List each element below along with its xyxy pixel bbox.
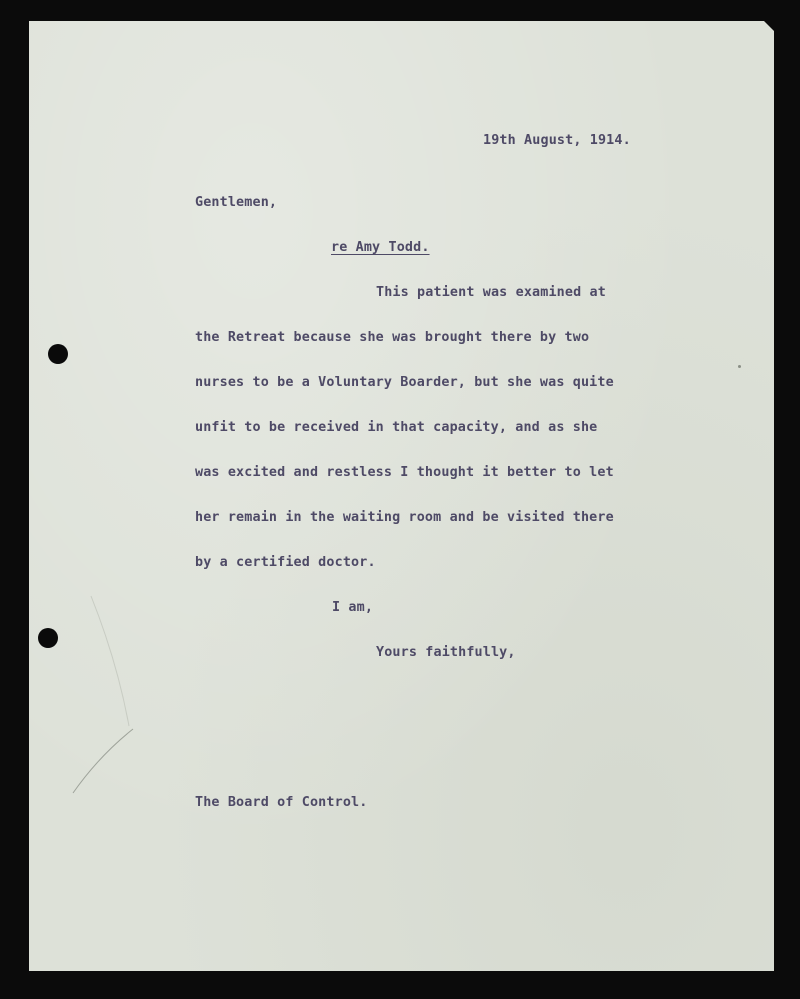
letter-sheet	[29, 21, 774, 971]
letter-closing-yours-faithfully: Yours faithfully,	[376, 645, 516, 660]
letter-body-line: her remain in the waiting room and be visited there	[195, 510, 614, 525]
letter-date: 19th August, 1914.	[483, 133, 631, 148]
letter-body-line: by a certified doctor.	[195, 555, 376, 570]
punch-hole-bottom	[38, 628, 58, 648]
paper-speck	[738, 365, 741, 368]
punch-hole-top	[48, 344, 68, 364]
letter-closing-i-am: I am,	[332, 600, 374, 615]
letter-body-line: This patient was examined at	[376, 285, 606, 300]
letter-salutation: Gentlemen,	[195, 195, 278, 210]
letter-addressee: The Board of Control.	[195, 795, 368, 810]
letter-body-line: nurses to be a Voluntary Boarder, but she was quite	[195, 375, 614, 390]
paper-scratch-marks	[29, 21, 774, 971]
letter-body-line: the Retreat because she was brought there by two	[195, 330, 590, 345]
letter-body-line: was excited and restless I thought it better to let	[195, 465, 614, 480]
letter-body-line: unfit to be received in that capacity, and as she	[195, 420, 598, 435]
letter-subject: re Amy Todd.	[331, 240, 430, 255]
